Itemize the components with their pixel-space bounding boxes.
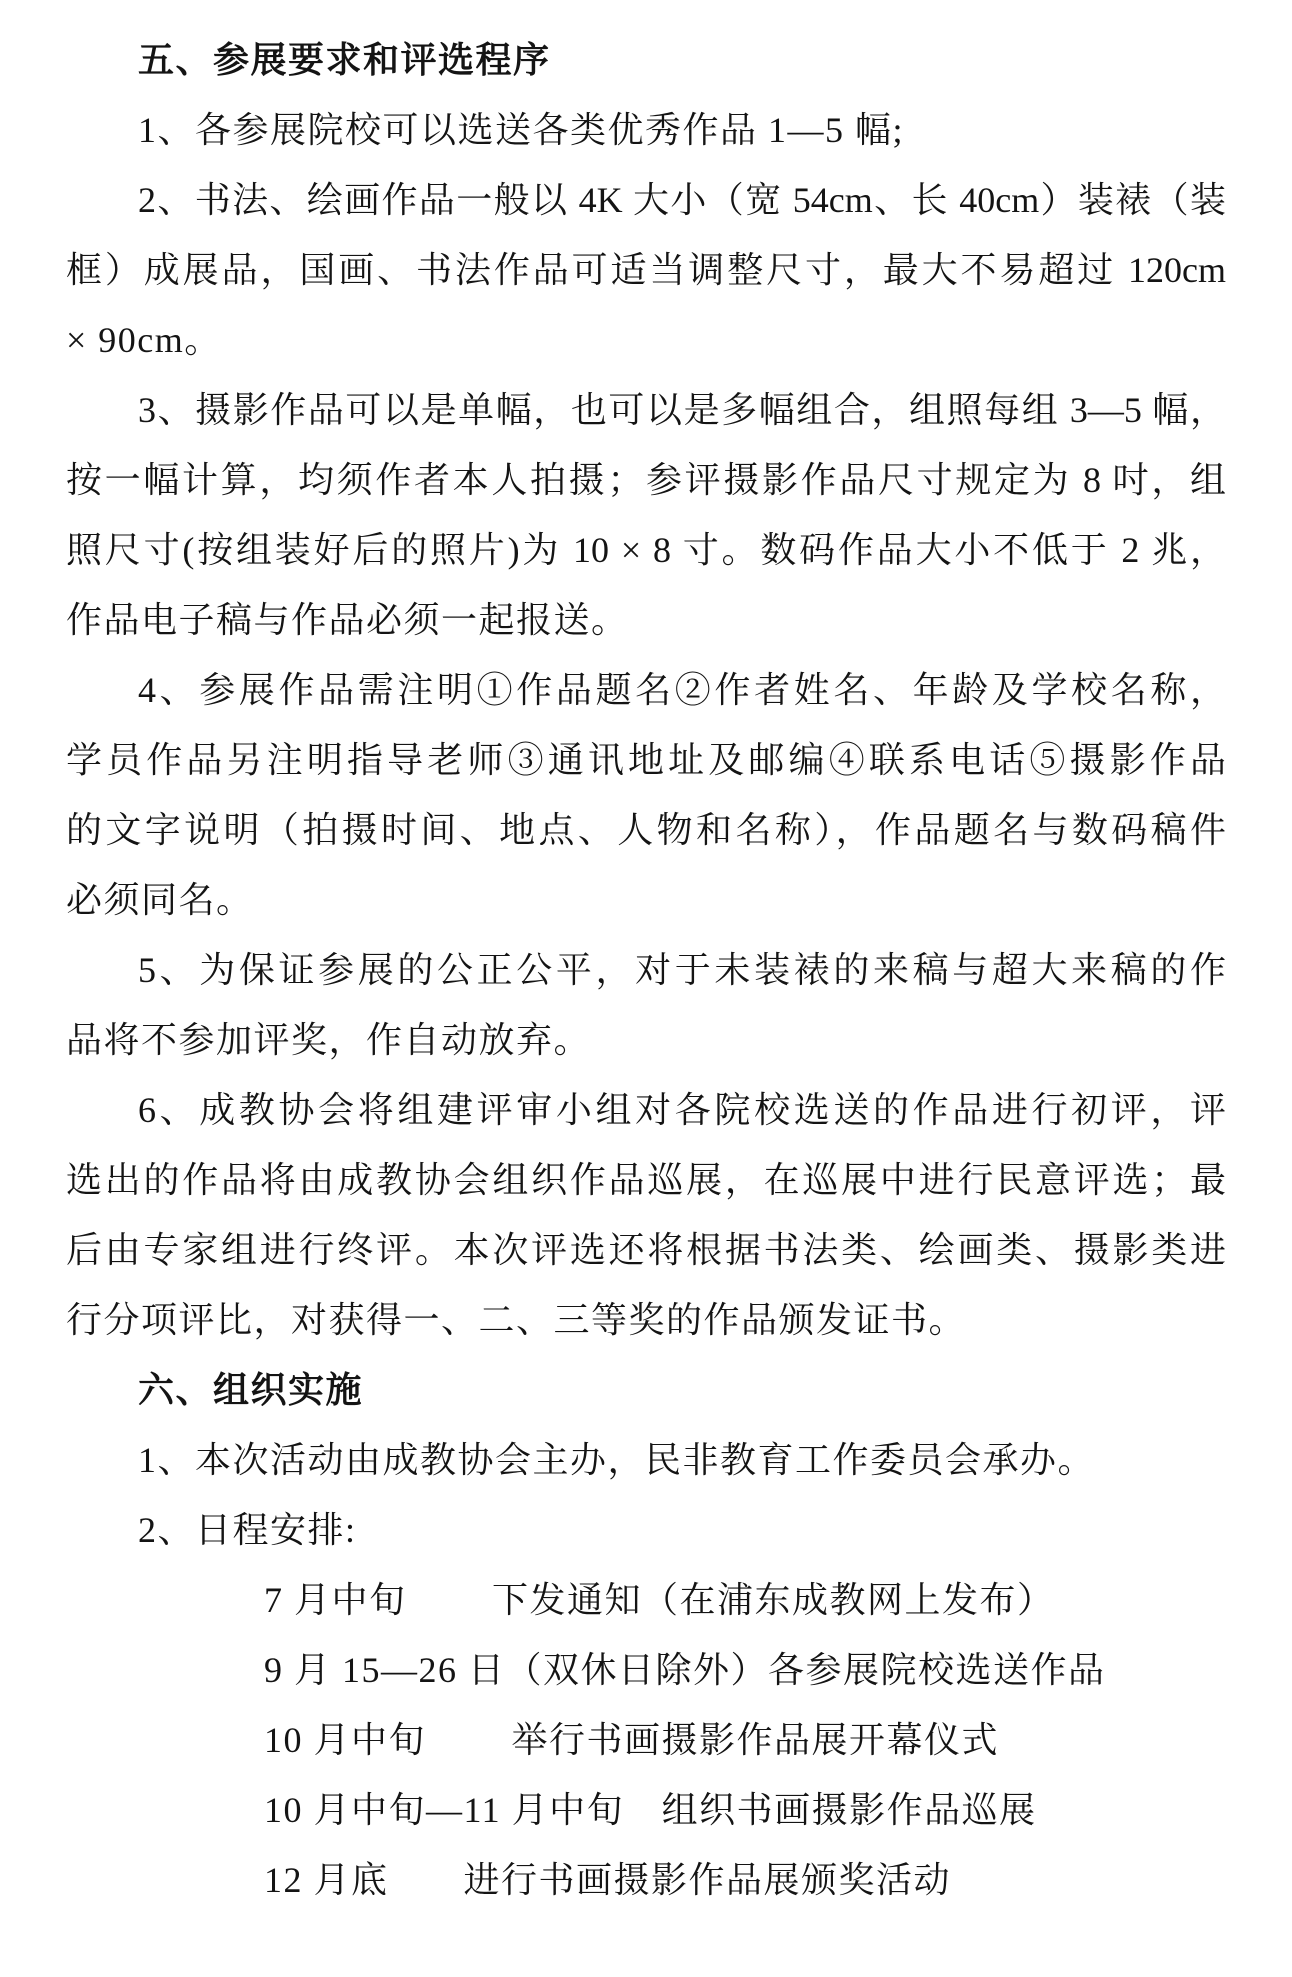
paragraph-line: 2、日程安排: <box>138 1510 357 1550</box>
paragraph-line: 行分项评比，对获得一、二、三等奖的作品颁发证书。 <box>66 1300 967 1340</box>
paragraph-line: 5、为保证参展的公正公平，对于未装裱的来稿与超大来稿的作 <box>138 950 1226 990</box>
section-6-heading: 六、组织实施 <box>138 1370 364 1410</box>
schedule-line: 12 月底 进行书画摄影作品展颁奖活动 <box>264 1860 952 1900</box>
paragraph-line: 后由专家组进行终评。本次评选还将根据书法类、绘画类、摄影类进 <box>66 1230 1226 1270</box>
paragraph-line: 品将不参加评奖，作自动放弃。 <box>66 1020 592 1060</box>
section-5-heading: 五、参展要求和评选程序 <box>138 40 551 80</box>
schedule-line: 10 月中旬—11 月中旬 组织书画摄影作品巡展 <box>264 1790 1037 1830</box>
paragraph-line: 3、摄影作品可以是单幅，也可以是多幅组合，组照每组 3—5 幅， <box>138 390 1226 430</box>
paragraph-line: 6、成教协会将组建评审小组对各院校选送的作品进行初评，评 <box>138 1090 1226 1130</box>
schedule-line: 10 月中旬 举行书画摄影作品展开幕仪式 <box>264 1720 1000 1760</box>
schedule-line: 7 月中旬 下发通知（在浦东成教网上发布） <box>264 1580 1055 1620</box>
paragraph-line: 4、参展作品需注明①作品题名②作者姓名、年龄及学校名称， <box>138 670 1226 710</box>
paragraph-line: 1、本次活动由成教协会主办，民非教育工作委员会承办。 <box>138 1440 1096 1480</box>
paragraph-line: 选出的作品将由成教协会组织作品巡展，在巡展中进行民意评选；最 <box>66 1160 1226 1200</box>
paragraph-line: 作品电子稿与作品必须一起报送。 <box>66 600 629 640</box>
paragraph-line: 学员作品另注明指导老师③通讯地址及邮编④联系电话⑤摄影作品 <box>66 740 1226 780</box>
paragraph-line: 照尺寸(按组装好后的照片)为 10 × 8 寸。数码作品大小不低于 2 兆， <box>66 530 1226 570</box>
paragraph-line: 1、各参展院校可以选送各类优秀作品 1—5 幅; <box>138 110 905 150</box>
paragraph-line: 必须同名。 <box>66 880 254 920</box>
paragraph-line: 2、书法、绘画作品一般以 4K 大小（宽 54cm、长 40cm）装裱（装 <box>138 180 1226 220</box>
paragraph-line: 的文字说明（拍摄时间、地点、人物和名称），作品题名与数码稿件 <box>66 810 1226 850</box>
paragraph-line: 按一幅计算，均须作者本人拍摄；参评摄影作品尺寸规定为 8 吋，组 <box>66 460 1226 500</box>
paragraph-line: 框）成展品，国画、书法作品可适当调整尺寸，最大不易超过 120cm <box>66 250 1226 290</box>
schedule-line: 9 月 15—26 日（双休日除外）各参展院校选送作品 <box>264 1650 1106 1690</box>
paragraph-line: × 90cm。 <box>66 320 222 360</box>
